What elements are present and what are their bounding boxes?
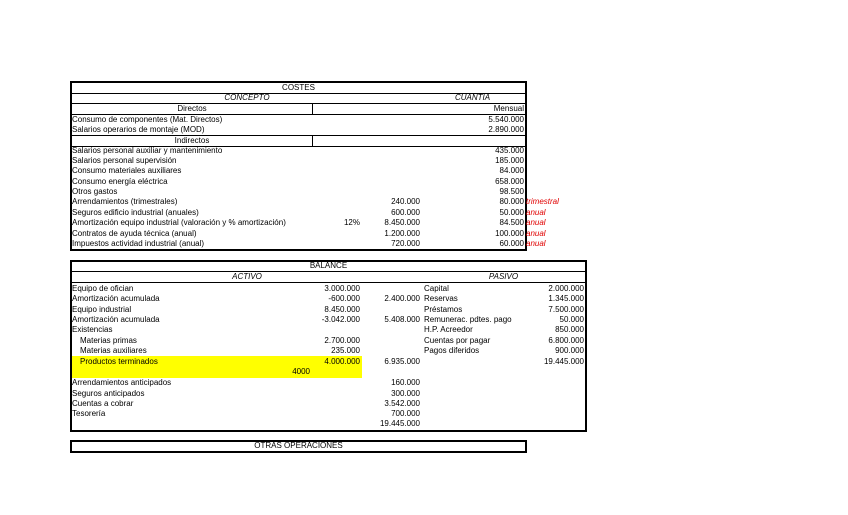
activo-label: Amortización acumulada: [72, 315, 160, 324]
activo-label: Materias primas: [80, 336, 137, 345]
period-label: anual: [526, 229, 546, 238]
directos-header: Directos: [177, 104, 207, 113]
activo-subtotal: 2.400.000: [384, 294, 420, 303]
pasivo-label: Pagos diferidos: [424, 346, 480, 355]
pasivo-value: 850.000: [555, 325, 584, 334]
activo-value: 235.000: [331, 346, 360, 355]
indirectos-value: 98.500: [499, 187, 524, 196]
indirectos-amount: 8.450.000: [384, 218, 420, 227]
pasivo-label: Cuentas por pagar: [424, 336, 491, 345]
pasivo-header: PASIVO: [488, 272, 519, 281]
directos-value: 2.890.000: [488, 125, 524, 134]
activo-value: -3.042.000: [321, 315, 360, 324]
pasivo-value: 900.000: [555, 346, 584, 355]
otras-operaciones-title: OTRAS OPERACIONES: [254, 441, 343, 450]
indirectos-value: 50.000: [499, 208, 524, 217]
indirectos-value: 84.000: [499, 166, 524, 175]
directos-label: Salarios operarios de montaje (MOD): [72, 125, 205, 134]
concepto-header: CONCEPTO: [224, 93, 270, 102]
directos-label: Consumo de componentes (Mat. Directos): [72, 115, 223, 124]
indirectos-header: Indirectos: [174, 136, 210, 145]
pasivo-label: Capital: [424, 284, 449, 293]
directos-value: 5.540.000: [488, 115, 524, 124]
indirectos-label: Consumo energía eléctrica: [72, 177, 168, 186]
activo-label: Arrendamientos anticipados: [72, 378, 172, 387]
indirectos-value: 658.000: [495, 177, 524, 186]
activo-label: Amortización acumulada: [72, 294, 160, 303]
balance-title: BALANCE: [309, 261, 348, 270]
activo-subtotal: 160.000: [391, 378, 420, 387]
period-label: trimestral: [526, 197, 559, 206]
activo-label: Cuentas a cobrar: [72, 399, 134, 408]
activo-value: 4.000.000: [324, 357, 360, 366]
activo-label: Tesorería: [72, 409, 106, 418]
indirectos-pct: 12%: [343, 218, 360, 227]
indirectos-label: Amortización equipo industrial (valoración y % amortización): [72, 218, 286, 227]
pasivo-value: 50.000: [559, 315, 584, 324]
cuantia-header: CUANTIA: [454, 93, 491, 102]
indirectos-label: Salarios personal supervisión: [72, 156, 177, 165]
pasivo-value: 7.500.000: [548, 305, 584, 314]
activo-subtotal: 3.542.000: [384, 399, 420, 408]
pasivo-value: 1.345.000: [548, 294, 584, 303]
period-label: anual: [526, 208, 546, 217]
mensual-header: Mensual: [493, 104, 524, 113]
indirectos-value: 80.000: [499, 197, 524, 206]
activo-value: 2.700.000: [324, 336, 360, 345]
activo-value: 8.450.000: [324, 305, 360, 314]
activo-subtotal: 300.000: [391, 389, 420, 398]
indirectos-value: 185.000: [495, 156, 524, 165]
pasivo-label: Remunerac. pdtes. pago: [424, 315, 512, 324]
pasivo-label: H.P. Acreedor: [424, 325, 473, 334]
indirectos-label: Contratos de ayuda técnica (anual): [72, 229, 197, 238]
total-activo: 19.445.000: [379, 419, 420, 428]
indirectos-amount: 600.000: [391, 208, 420, 217]
pasivo-value: 6.800.000: [548, 336, 584, 345]
indirectos-label: Consumo materiales auxiliares: [72, 166, 182, 175]
activo-subtotal: 6.935.000: [384, 357, 420, 366]
highlight-note: 4000: [292, 367, 310, 376]
period-label: anual: [526, 218, 546, 227]
activo-header: ACTIVO: [232, 272, 262, 281]
pasivo-value: 2.000.000: [548, 284, 584, 293]
activo-label: Seguros anticipados: [72, 389, 145, 398]
indirectos-value: 100.000: [495, 229, 524, 238]
pasivo-label: Reservas: [424, 294, 458, 303]
activo-label: Productos terminados: [80, 357, 158, 366]
activo-label: Existencias: [72, 325, 113, 334]
costes-title: COSTES: [282, 83, 315, 92]
indirectos-label: Seguros edificio industrial (anuales): [72, 208, 199, 217]
indirectos-label: Salarios personal auxiliar y mantenimiento: [72, 146, 223, 155]
indirectos-label: Otros gastos: [72, 187, 118, 196]
total-pasivo: 19.445.000: [543, 357, 584, 366]
indirectos-label: Impuestos actividad industrial (anual): [72, 239, 205, 248]
indirectos-amount: 240.000: [391, 197, 420, 206]
activo-value: -600.000: [328, 294, 360, 303]
activo-label: Equipo industrial: [72, 305, 132, 314]
indirectos-value: 60.000: [499, 239, 524, 248]
indirectos-label: Arrendamientos (trimestrales): [72, 197, 178, 206]
activo-label: Materias auxiliares: [80, 346, 147, 355]
activo-value: 3.000.000: [324, 284, 360, 293]
indirectos-value: 84.500: [499, 218, 524, 227]
indirectos-amount: 1.200.000: [384, 229, 420, 238]
activo-subtotal: 700.000: [391, 409, 420, 418]
indirectos-amount: 720.000: [391, 239, 420, 248]
activo-label: Equipo de ofician: [72, 284, 134, 293]
activo-subtotal: 5.408.000: [384, 315, 420, 324]
period-label: anual: [526, 239, 546, 248]
pasivo-label: Préstamos: [424, 305, 463, 314]
indirectos-value: 435.000: [495, 146, 524, 155]
